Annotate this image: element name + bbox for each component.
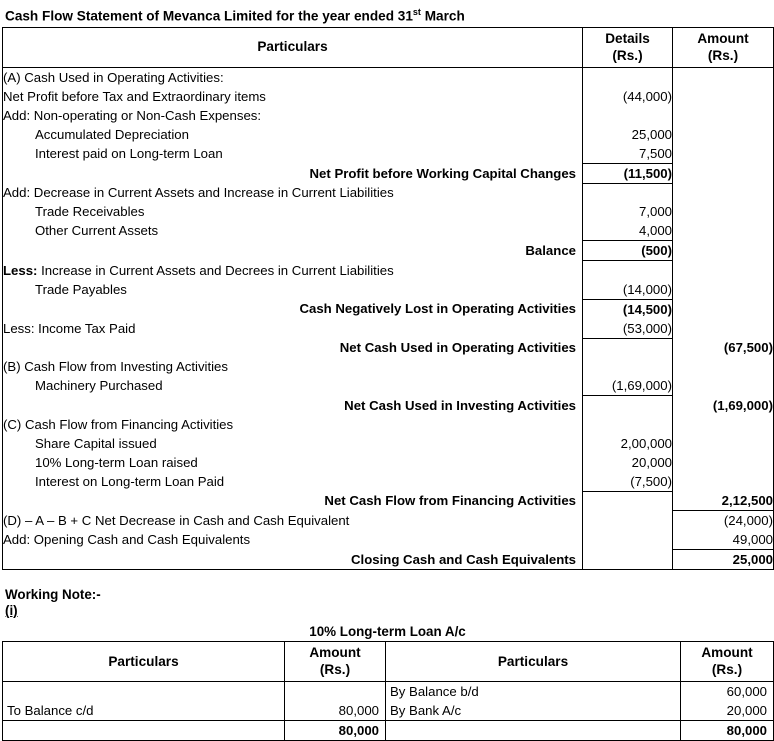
column-header-amount-unit: (Rs.) [707, 47, 739, 63]
table-row-subtotal [3, 299, 774, 319]
table-row [3, 67, 774, 87]
row-amount [673, 125, 774, 144]
row-details [583, 183, 673, 202]
row-details: 4,000 [583, 221, 673, 241]
row-amount [673, 453, 774, 472]
row-amount [673, 472, 774, 492]
row-amount [673, 261, 774, 280]
row-amount: (24,000) [673, 511, 774, 531]
row-amount [673, 376, 774, 396]
ledger-credit-amount: 20,000 [681, 701, 774, 721]
row-label: Machinery Purchased [35, 378, 163, 394]
statement-header [3, 27, 774, 67]
ledger-header-label: Amount [701, 645, 753, 661]
table-row [3, 144, 774, 164]
row-details: (14,000) [583, 280, 673, 300]
row-label: Net Profit before Working Capital Changes [309, 165, 576, 181]
row-amount [673, 299, 774, 319]
row-label: Balance [525, 243, 576, 259]
row-details [583, 491, 673, 511]
row-details: (14,500) [583, 299, 673, 319]
row-amount [673, 221, 774, 241]
row-amount: 49,000 [673, 530, 774, 550]
column-header-particulars-label: Particulars [257, 39, 328, 55]
ledger-credit-amount: 60,000 [681, 682, 774, 702]
row-details: 7,500 [583, 144, 673, 164]
row-label: 10% Long-term Loan raised [35, 454, 198, 470]
row-label: Interest on Long-term Loan Paid [35, 473, 225, 489]
table-row [3, 453, 774, 472]
table-row [3, 221, 774, 241]
row-details [583, 396, 673, 415]
table-row [3, 357, 774, 376]
row-details [583, 106, 673, 125]
row-label: (B) Cash Flow from Investing Activities [3, 359, 228, 375]
ledger-credit-label: By Balance b/d [386, 682, 681, 702]
row-details [583, 357, 673, 376]
row-details: (7,500) [583, 472, 673, 492]
column-header-particulars [3, 27, 583, 67]
table-row [3, 530, 774, 550]
row-amount [673, 144, 774, 164]
row-details [583, 415, 673, 434]
row-label: Cash Negatively Lost in Operating Activities [299, 301, 576, 317]
table-row [3, 472, 774, 492]
table-row-total [3, 396, 774, 415]
row-label: Net Profit before Tax and Extraordinary items [3, 88, 266, 104]
table-row-total [3, 550, 774, 570]
working-note-index: (i) [5, 603, 18, 619]
row-label: (C) Cash Flow from Financing Activities [3, 416, 234, 432]
ledger-debit-total-amount: 80,000 [285, 721, 386, 741]
table-row [3, 511, 774, 531]
row-details: (53,000) [583, 319, 673, 339]
row-details [583, 67, 673, 87]
row-amount [673, 67, 774, 87]
table-row [3, 202, 774, 221]
row-details [583, 338, 673, 357]
table-row-total [3, 338, 774, 357]
row-label: Net Cash Used in Investing Activities [344, 397, 576, 413]
ledger-debit-amount: 80,000 [285, 701, 386, 721]
ledger-column-header-particulars-left [3, 642, 285, 682]
row-label: Share Capital issued [35, 435, 157, 451]
row-label: Net Cash Flow from Financing Activities [324, 493, 576, 509]
row-label: Net Cash Used in Operating Activities [339, 340, 576, 356]
row-label [3, 261, 583, 280]
page-title-ordinal-suffix: st [412, 7, 421, 17]
table-row [3, 87, 774, 106]
ledger-debit-label: To Balance c/d [7, 703, 94, 719]
row-details [583, 261, 673, 280]
table-row-total [3, 721, 774, 741]
table-row [3, 183, 774, 202]
row-amount: 25,000 [673, 550, 774, 570]
row-amount: 2,12,500 [673, 491, 774, 511]
ledger-credit-total-amount: 80,000 [681, 721, 774, 741]
row-label: (A) Cash Used in Operating Activities: [3, 69, 224, 85]
column-header-amount-label: Amount [697, 30, 749, 46]
ledger-column-header-amount-right [681, 642, 774, 682]
row-details: (11,500) [583, 163, 673, 183]
row-amount [673, 434, 774, 453]
row-amount [673, 163, 774, 183]
table-row [3, 125, 774, 144]
row-amount [673, 87, 774, 106]
ledger-credit-total-label [386, 721, 681, 741]
table-row [3, 319, 774, 339]
ledger-debit-label [3, 682, 285, 702]
table-row [3, 682, 774, 702]
ledger-header [3, 642, 774, 682]
row-amount [673, 357, 774, 376]
row-label: Closing Cash and Cash Equivalents [351, 551, 576, 567]
row-details: (44,000) [583, 87, 673, 106]
column-header-details [583, 27, 673, 67]
ledger-header-unit: (Rs.) [319, 662, 351, 678]
table-row-total [3, 491, 774, 511]
page-title-prefix: Cash Flow Statement of Mevanca Limited for the year ended 31 [5, 8, 413, 24]
row-details [583, 530, 673, 550]
ledger-header-unit: (Rs.) [711, 662, 743, 678]
table-row [3, 415, 774, 434]
table-row [3, 376, 774, 396]
ledger-credit-label: By Bank A/c [386, 701, 681, 721]
statement-body [3, 67, 774, 570]
long-term-loan-ledger-table [2, 641, 774, 741]
row-details: (1,69,000) [583, 376, 673, 396]
row-label-text: Increase in Current Assets and Decrees in Current Liabilities [37, 262, 394, 278]
row-label: Trade Payables [35, 281, 127, 297]
row-amount [673, 319, 774, 339]
cash-flow-statement-table [2, 27, 774, 571]
row-label-lead: Less: [3, 262, 38, 278]
row-label: (D) – A – B + C Net Decrease in Cash and Cash Equivalent [3, 512, 350, 528]
table-row [3, 701, 774, 721]
table-row-subtotal [3, 163, 774, 183]
row-label: Other Current Assets [35, 223, 159, 239]
row-amount [673, 202, 774, 221]
row-details: 25,000 [583, 125, 673, 144]
ledger-body [3, 682, 774, 741]
row-details: 7,000 [583, 202, 673, 221]
page-title [2, 4, 773, 25]
row-amount: (67,500) [673, 338, 774, 357]
ledger-debit-amount [285, 682, 386, 702]
row-label: Add: Decrease in Current Assets and Increase in Current Liabilities [3, 185, 394, 201]
row-label: Accumulated Depreciation [35, 126, 189, 142]
row-details [583, 511, 673, 531]
ledger-debit-total-label [3, 721, 285, 741]
working-note-heading: Working Note:- [5, 587, 101, 603]
ledger-column-header-particulars-right [386, 642, 681, 682]
table-row [3, 261, 774, 280]
ledger-header-label: Amount [309, 645, 361, 661]
table-row [3, 106, 774, 125]
column-header-amount [673, 27, 774, 67]
row-details [583, 550, 673, 570]
ledger-caption: 10% Long-term Loan A/c [309, 624, 466, 640]
row-amount [673, 241, 774, 261]
row-amount [673, 415, 774, 434]
column-header-details-unit: (Rs.) [612, 47, 643, 63]
ledger-header-label: Particulars [497, 653, 569, 669]
row-label: Add: Opening Cash and Cash Equivalents [3, 532, 251, 548]
row-label: Interest paid on Long-term Loan [35, 145, 223, 161]
row-label: Less: Income Tax Paid [3, 320, 136, 336]
row-label: Trade Receivables [35, 204, 145, 220]
table-row-subtotal [3, 241, 774, 261]
row-label: Add: Non-operating or Non-Cash Expenses: [3, 107, 262, 123]
row-amount [673, 280, 774, 300]
row-details: (500) [583, 241, 673, 261]
ledger-header-label: Particulars [108, 653, 179, 669]
table-row [3, 434, 774, 453]
column-header-details-label: Details [605, 30, 650, 46]
page-title-suffix: March [420, 8, 465, 24]
row-amount [673, 183, 774, 202]
row-details: 2,00,000 [583, 434, 673, 453]
table-row [3, 280, 774, 300]
ledger-column-header-amount-left [285, 642, 386, 682]
row-amount [673, 106, 774, 125]
row-details: 20,000 [583, 453, 673, 472]
row-amount: (1,69,000) [673, 396, 774, 415]
